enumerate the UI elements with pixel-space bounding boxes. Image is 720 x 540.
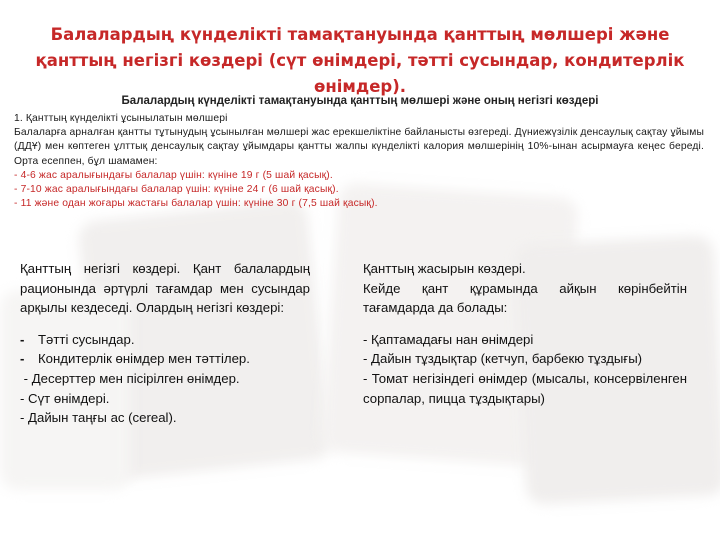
- main-sources-column: [20, 259, 310, 428]
- section-subtitle: Балалардың күнделікті тамақтануында қанттың мөлшері және оның негізгі көздері: [121, 95, 599, 107]
- list-item: - Томат негізіндегі өнімдер (мысалы, консервіленген сорпалар, пицца тұздықтары): [363, 370, 687, 406]
- intro-item: - 11 және одан жоғары жастағы балалар үшін: күніне 30 г (7,5 шай қасық).: [14, 198, 378, 210]
- list-item: - Десерттер мен пісірілген өнімдер.: [20, 370, 240, 386]
- slide-title: Балалардың күнделікті тамақтануында қанттың мөлшері және қанттың негізгі көздері (сүт өнімдері, тәтті сусындар, кондитерлік өнімдер).: [35, 25, 685, 96]
- intro-item: - 4-6 жас аралығындағы балалар үшін: күніне 19 г (5 шай қасық).: [14, 169, 333, 181]
- intro-paragraph: Балаларға арналған қантты тұтынудың ұсынылған мөлшері жас ерекшеліктіне байланысты өзгереді. Дүниежүзілік денсаулық сақтау ұйымы (ДДҰ) мен көптеген ұлттық денсаулық сақтау ұйымдары қантты жалпы күнделікті калория мөлшерінің 10%-ынан асырмауға кеңес береді. Орта есеппен, бұл шамамен:: [14, 127, 704, 167]
- list-item: [20, 349, 310, 369]
- intro-item: - 7-10 жас аралығындағы балалар үшін: күніне 24 г (6 шай қасық).: [14, 184, 339, 196]
- list-item: - Дайын таңғы ас (cereal).: [20, 410, 177, 426]
- main-sources-intro: Қанттың негізгі көздері. Қант балалардың рационында әртүрлі тағамдар мен сусындар арқылы кездеседі. Олардың негізгі көздері:: [20, 261, 310, 316]
- list-item: - Сүт өнімдері.: [20, 390, 110, 406]
- list-item-text: Кондитерлік өнімдер мен тәттілер.: [38, 351, 250, 367]
- hidden-sources-intro: Кейде қант құрамында айқын көрінбейтін тағамдарда да болады:: [363, 280, 687, 316]
- bullet-dash-icon: -: [20, 351, 25, 367]
- hidden-sources-heading: Қанттың жасырын көздері.: [363, 261, 526, 276]
- intro-block: [14, 112, 704, 211]
- list-item: - Дайын тұздықтар (кетчуп, барбекю тұздығы): [363, 351, 643, 367]
- list-item-text: Тәтті сусындар.: [38, 331, 135, 347]
- list-item: - Қаптамадағы нан өнімдері: [363, 331, 534, 347]
- hidden-sources-column: [363, 259, 687, 408]
- intro-heading: 1. Қанттың күнделікті ұсынылатын мөлшері: [14, 113, 228, 124]
- list-item: [20, 330, 310, 350]
- bullet-dash-icon: -: [20, 331, 25, 347]
